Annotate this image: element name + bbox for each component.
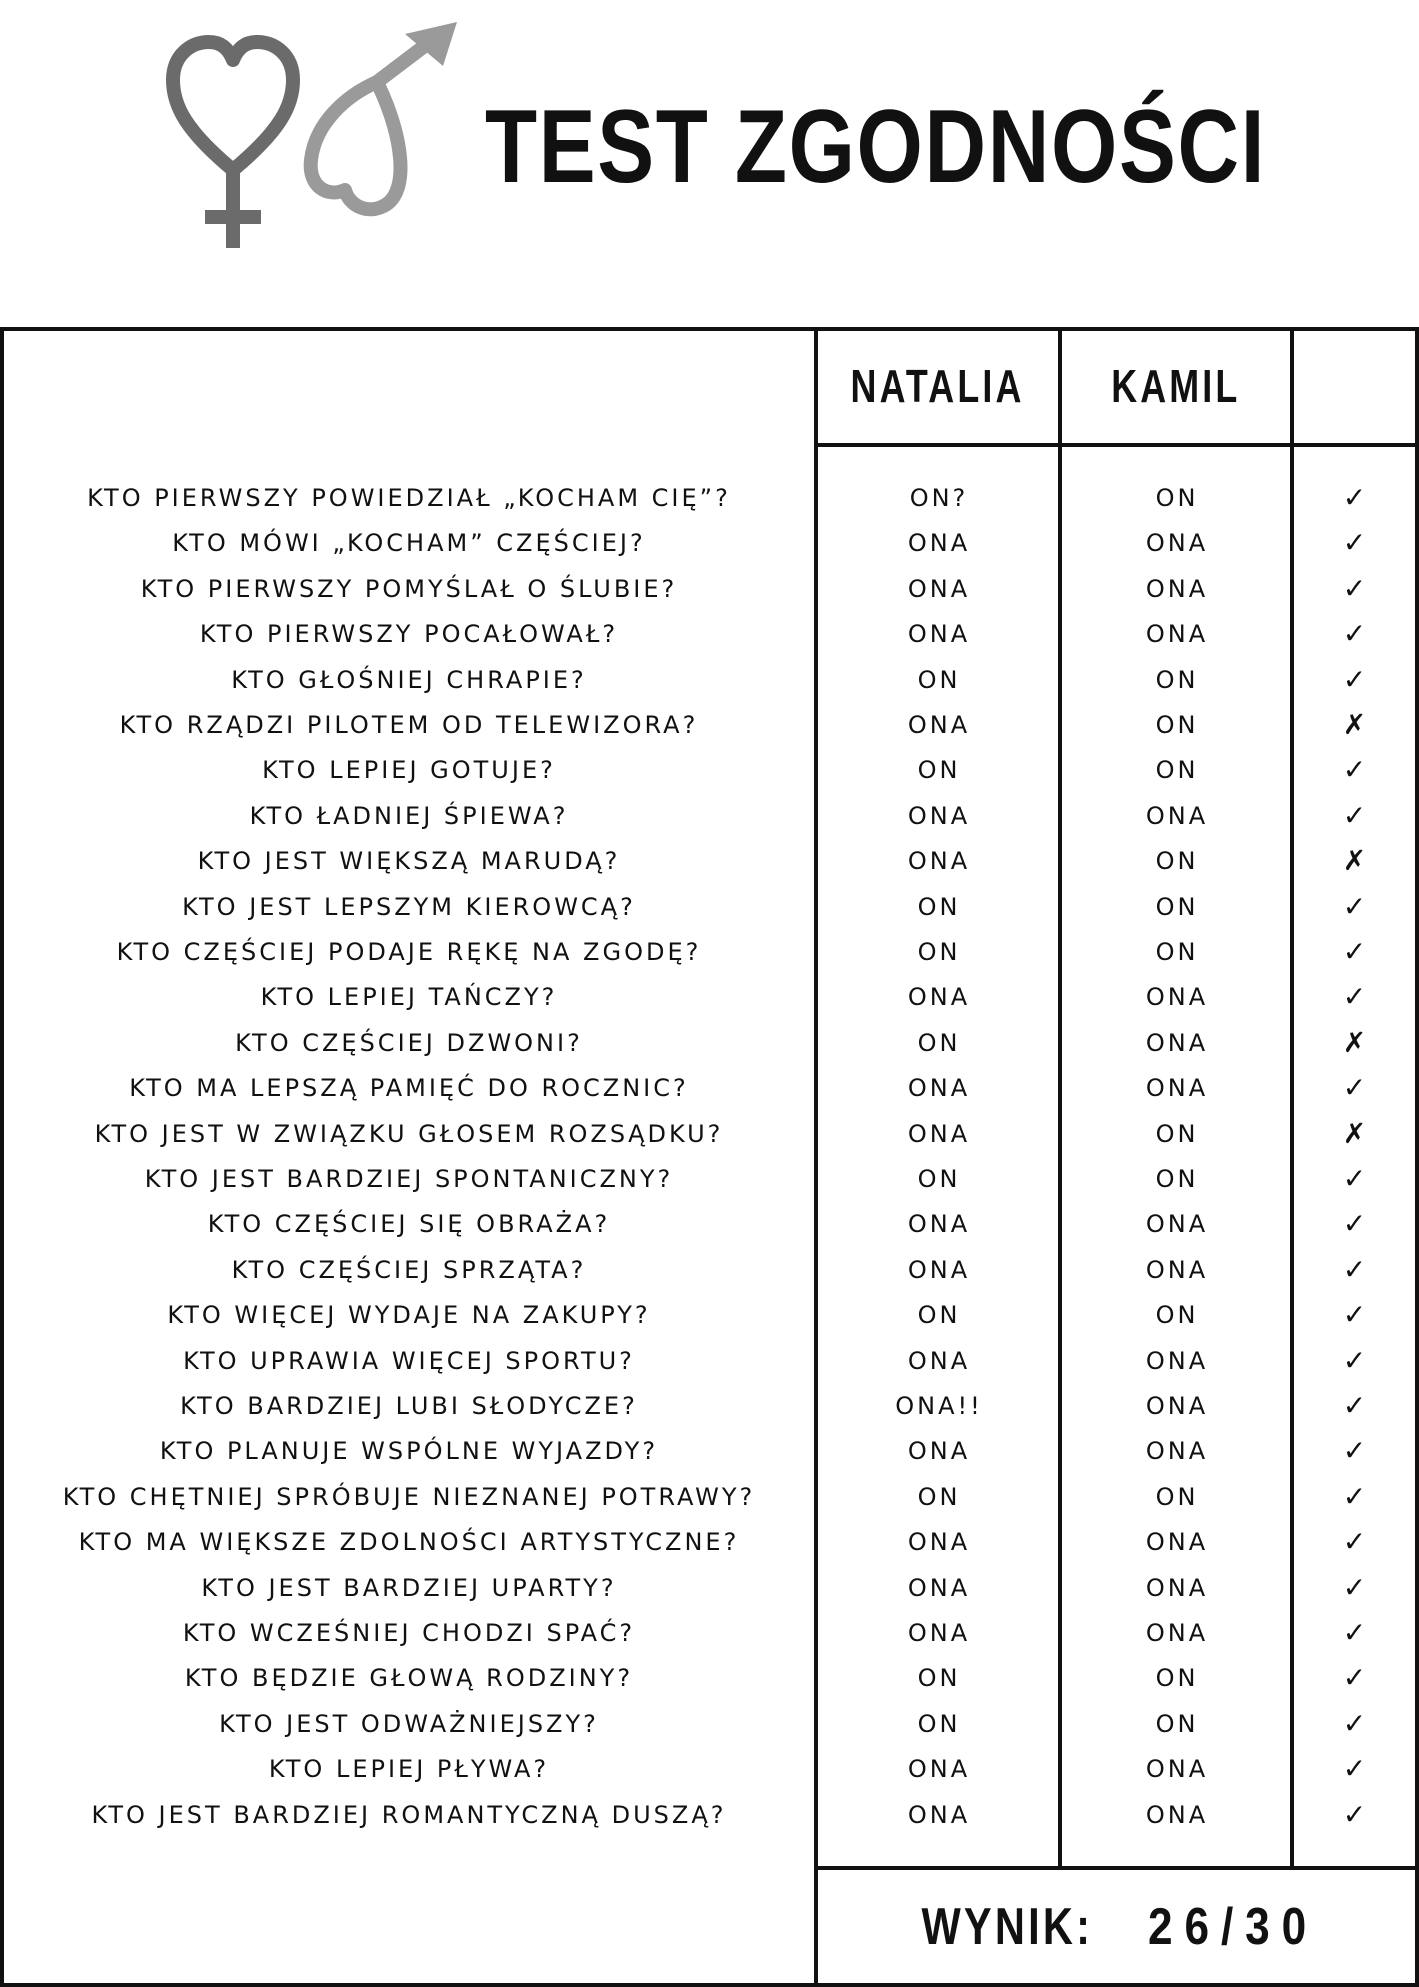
answer-person1: ONA bbox=[907, 1209, 971, 1238]
answer-person1: ONA!! bbox=[895, 1391, 983, 1420]
answer-person1: ONA bbox=[907, 1800, 971, 1829]
table-row bbox=[0, 1428, 1419, 1473]
answer-person2: ONA bbox=[1145, 1391, 1209, 1420]
table-row bbox=[0, 884, 1419, 929]
table-row bbox=[0, 929, 1419, 974]
question-text: KTO CZĘŚCIEJ PODAJE RĘKĘ NA ZGODĘ? bbox=[116, 937, 702, 966]
answer-person1: ONA bbox=[907, 528, 971, 557]
checkmark-icon: ✓ bbox=[1342, 1298, 1367, 1331]
checkmark-icon: ✓ bbox=[1342, 617, 1367, 650]
answer-person2: ON bbox=[1155, 1709, 1199, 1738]
question-text: KTO CZĘŚCIEJ SIĘ OBRAŻA? bbox=[207, 1209, 611, 1238]
answer-person1: ONA bbox=[907, 710, 971, 739]
answer-person1: ON bbox=[917, 1300, 961, 1329]
table-row bbox=[0, 974, 1419, 1019]
checkmark-icon: ✓ bbox=[1342, 1571, 1367, 1604]
table-row bbox=[0, 793, 1419, 838]
answer-person2: ONA bbox=[1145, 1028, 1209, 1057]
answer-person1: ONA bbox=[907, 846, 971, 875]
answer-person2: ONA bbox=[1145, 574, 1209, 603]
answer-person2: ON bbox=[1155, 710, 1199, 739]
answer-person1: ON bbox=[917, 1709, 961, 1738]
cross-icon: ✗ bbox=[1342, 1026, 1367, 1059]
table-row bbox=[0, 1474, 1419, 1519]
checkmark-icon: ✓ bbox=[1342, 1525, 1367, 1558]
table-row bbox=[0, 1746, 1419, 1791]
table-row bbox=[0, 747, 1419, 792]
answer-person1: ON bbox=[917, 1164, 961, 1193]
answer-person2: ONA bbox=[1145, 1800, 1209, 1829]
question-text: KTO CZĘŚCIEJ DZWONI? bbox=[235, 1028, 583, 1057]
checkmark-icon: ✓ bbox=[1342, 663, 1367, 696]
question-text: KTO MA LEPSZĄ PAMIĘĆ DO ROCZNIC? bbox=[129, 1073, 689, 1102]
answer-person2: ONA bbox=[1145, 801, 1209, 830]
table-row bbox=[0, 1247, 1419, 1292]
checkmark-icon: ✓ bbox=[1342, 1071, 1367, 1104]
answer-person1: ON bbox=[917, 1663, 961, 1692]
answer-person1: ON bbox=[917, 937, 961, 966]
answer-person2: ONA bbox=[1145, 982, 1209, 1011]
answer-person1: ONA bbox=[907, 574, 971, 603]
answer-person2: ON bbox=[1155, 1482, 1199, 1511]
checkmark-icon: ✓ bbox=[1342, 1616, 1367, 1649]
table-row bbox=[0, 838, 1419, 883]
answer-person1: ONA bbox=[907, 1255, 971, 1284]
question-text: KTO JEST ODWAŻNIEJSZY? bbox=[219, 1709, 599, 1738]
answer-person2: ONA bbox=[1145, 1209, 1209, 1238]
answer-person1: ONA bbox=[907, 1573, 971, 1602]
answer-person1: ON? bbox=[909, 483, 969, 512]
question-text: KTO LEPIEJ TAŃCZY? bbox=[260, 982, 558, 1011]
checkmark-icon: ✓ bbox=[1342, 1434, 1367, 1467]
answer-person1: ONA bbox=[907, 1754, 971, 1783]
answer-person1: ON bbox=[917, 892, 961, 921]
answer-person2: ONA bbox=[1145, 1527, 1209, 1556]
question-text: KTO BĘDZIE GŁOWĄ RODZINY? bbox=[184, 1663, 634, 1692]
question-text: KTO MÓWI „KOCHAM” CZĘŚCIEJ? bbox=[172, 528, 646, 557]
answer-person2: ONA bbox=[1145, 1346, 1209, 1375]
checkmark-icon: ✓ bbox=[1342, 799, 1367, 832]
table-row bbox=[0, 657, 1419, 702]
answer-person2: ON bbox=[1155, 483, 1199, 512]
table-row bbox=[0, 1655, 1419, 1700]
answer-person2: ON bbox=[1155, 1164, 1199, 1193]
table-row bbox=[0, 1519, 1419, 1564]
checkmark-icon: ✓ bbox=[1342, 1344, 1367, 1377]
question-text: KTO WCZEŚNIEJ CHODZI SPAĆ? bbox=[182, 1618, 636, 1647]
score-label: WYNIK: bbox=[921, 1897, 1094, 1956]
answer-person1: ONA bbox=[907, 1346, 971, 1375]
checkmark-icon: ✓ bbox=[1342, 526, 1367, 559]
checkmark-icon: ✓ bbox=[1342, 935, 1367, 968]
column-header-person2: KAMIL bbox=[1111, 360, 1241, 412]
score-box bbox=[818, 1870, 1415, 1983]
table-bottom-border bbox=[0, 1983, 1419, 1987]
checkmark-icon: ✓ bbox=[1342, 980, 1367, 1013]
table-row bbox=[0, 1792, 1419, 1837]
question-text: KTO PIERWSZY POMYŚLAŁ O ŚLUBIE? bbox=[140, 574, 678, 603]
checkmark-icon: ✓ bbox=[1342, 1707, 1367, 1740]
answer-person2: ONA bbox=[1145, 1573, 1209, 1602]
question-text: KTO PIERWSZY POWIEDZIAŁ „KOCHAM CIĘ”? bbox=[87, 483, 731, 512]
question-text: KTO JEST BARDZIEJ SPONTANICZNY? bbox=[144, 1164, 674, 1193]
page-title: TEST ZGODNOŚCI bbox=[485, 89, 1267, 205]
answer-person1: ON bbox=[917, 1482, 961, 1511]
table-row bbox=[0, 566, 1419, 611]
question-text: KTO WIĘCEJ WYDAJE NA ZAKUPY? bbox=[167, 1300, 651, 1329]
cross-icon: ✗ bbox=[1342, 1117, 1367, 1150]
checkmark-icon: ✓ bbox=[1342, 1389, 1367, 1422]
question-text: KTO JEST BARDZIEJ UPARTY? bbox=[201, 1573, 617, 1602]
answer-person2: ONA bbox=[1145, 1618, 1209, 1647]
table-row bbox=[0, 1020, 1419, 1065]
checkmark-icon: ✓ bbox=[1342, 572, 1367, 605]
answer-person1: ONA bbox=[907, 1618, 971, 1647]
question-text: KTO JEST BARDZIEJ ROMANTYCZNĄ DUSZĄ? bbox=[91, 1800, 727, 1829]
question-text: KTO PLANUJE WSPÓLNE WYJAZDY? bbox=[159, 1436, 659, 1465]
checkmark-icon: ✓ bbox=[1342, 1207, 1367, 1240]
checkmark-icon: ✓ bbox=[1342, 1162, 1367, 1195]
answer-person2: ONA bbox=[1145, 1754, 1209, 1783]
answer-person1: ONA bbox=[907, 801, 971, 830]
table-row bbox=[0, 1065, 1419, 1110]
table-row bbox=[0, 1292, 1419, 1337]
answer-person2: ONA bbox=[1145, 528, 1209, 557]
column-header-person1: NATALIA bbox=[851, 360, 1025, 412]
venus-mars-hearts-icon bbox=[165, 20, 475, 255]
answer-person1: ONA bbox=[907, 619, 971, 648]
answer-person2: ON bbox=[1155, 1119, 1199, 1148]
question-text: KTO UPRAWIA WIĘCEJ SPORTU? bbox=[183, 1346, 635, 1375]
table-row bbox=[0, 1383, 1419, 1428]
table-row bbox=[0, 1111, 1419, 1156]
question-text: KTO LEPIEJ PŁYWA? bbox=[268, 1754, 550, 1783]
table-row bbox=[0, 475, 1419, 520]
question-text: KTO GŁOŚNIEJ CHRAPIE? bbox=[231, 665, 587, 694]
answer-person2: ONA bbox=[1145, 619, 1209, 648]
table-row bbox=[0, 1701, 1419, 1746]
question-text: KTO JEST WIĘKSZĄ MARUDĄ? bbox=[197, 846, 621, 875]
checkmark-icon: ✓ bbox=[1342, 1253, 1367, 1286]
answer-person1: ONA bbox=[907, 1527, 971, 1556]
answer-person2: ON bbox=[1155, 1300, 1199, 1329]
checkmark-icon: ✓ bbox=[1342, 1661, 1367, 1694]
answer-person2: ONA bbox=[1145, 1436, 1209, 1465]
question-text: KTO JEST W ZWIĄZKU GŁOSEM ROZSĄDKU? bbox=[94, 1119, 724, 1148]
checkmark-icon: ✓ bbox=[1342, 481, 1367, 514]
answer-person1: ONA bbox=[907, 1436, 971, 1465]
question-text: KTO LEPIEJ GOTUJE? bbox=[262, 755, 556, 784]
answer-person2: ON bbox=[1155, 665, 1199, 694]
answer-person1: ON bbox=[917, 1028, 961, 1057]
table-row bbox=[0, 520, 1419, 565]
answer-person1: ONA bbox=[907, 1073, 971, 1102]
answer-person1: ONA bbox=[907, 982, 971, 1011]
question-text: KTO ŁADNIEJ ŚPIEWA? bbox=[249, 801, 569, 830]
question-text: KTO CHĘTNIEJ SPRÓBUJE NIEZNANEJ POTRAWY? bbox=[62, 1482, 756, 1511]
answer-person1: ONA bbox=[907, 1119, 971, 1148]
answer-person1: ON bbox=[917, 665, 961, 694]
cross-icon: ✗ bbox=[1342, 708, 1367, 741]
question-text: KTO MA WIĘKSZE ZDOLNOŚCI ARTYSTYCZNE? bbox=[78, 1527, 740, 1556]
table-row bbox=[0, 611, 1419, 656]
table-row bbox=[0, 1156, 1419, 1201]
answer-person1: ON bbox=[917, 755, 961, 784]
question-text: KTO RZĄDZI PILOTEM OD TELEWIZORA? bbox=[119, 710, 699, 739]
answer-person2: ON bbox=[1155, 892, 1199, 921]
checkmark-icon: ✓ bbox=[1342, 1752, 1367, 1785]
table-row bbox=[0, 702, 1419, 747]
answer-person2: ON bbox=[1155, 846, 1199, 875]
answer-person2: ON bbox=[1155, 755, 1199, 784]
table-row bbox=[0, 1565, 1419, 1610]
question-text: KTO PIERWSZY POCAŁOWAŁ? bbox=[199, 619, 619, 648]
table-row bbox=[0, 1610, 1419, 1655]
answer-person2: ON bbox=[1155, 937, 1199, 966]
answer-person2: ON bbox=[1155, 1663, 1199, 1692]
checkmark-icon: ✓ bbox=[1342, 1798, 1367, 1831]
table-row bbox=[0, 1338, 1419, 1383]
question-text: KTO CZĘŚCIEJ SPRZĄTA? bbox=[231, 1255, 587, 1284]
table-row bbox=[0, 1201, 1419, 1246]
page-header bbox=[0, 0, 1419, 320]
question-text: KTO BARDZIEJ LUBI SŁODYCZE? bbox=[180, 1391, 638, 1420]
score-value: 26/30 bbox=[1147, 1897, 1318, 1956]
checkmark-icon: ✓ bbox=[1342, 1480, 1367, 1513]
checkmark-icon: ✓ bbox=[1342, 753, 1367, 786]
answer-person2: ONA bbox=[1145, 1255, 1209, 1284]
question-text: KTO JEST LEPSZYM KIEROWCĄ? bbox=[182, 892, 636, 921]
checkmark-icon: ✓ bbox=[1342, 890, 1367, 923]
answer-person2: ONA bbox=[1145, 1073, 1209, 1102]
cross-icon: ✗ bbox=[1342, 844, 1367, 877]
